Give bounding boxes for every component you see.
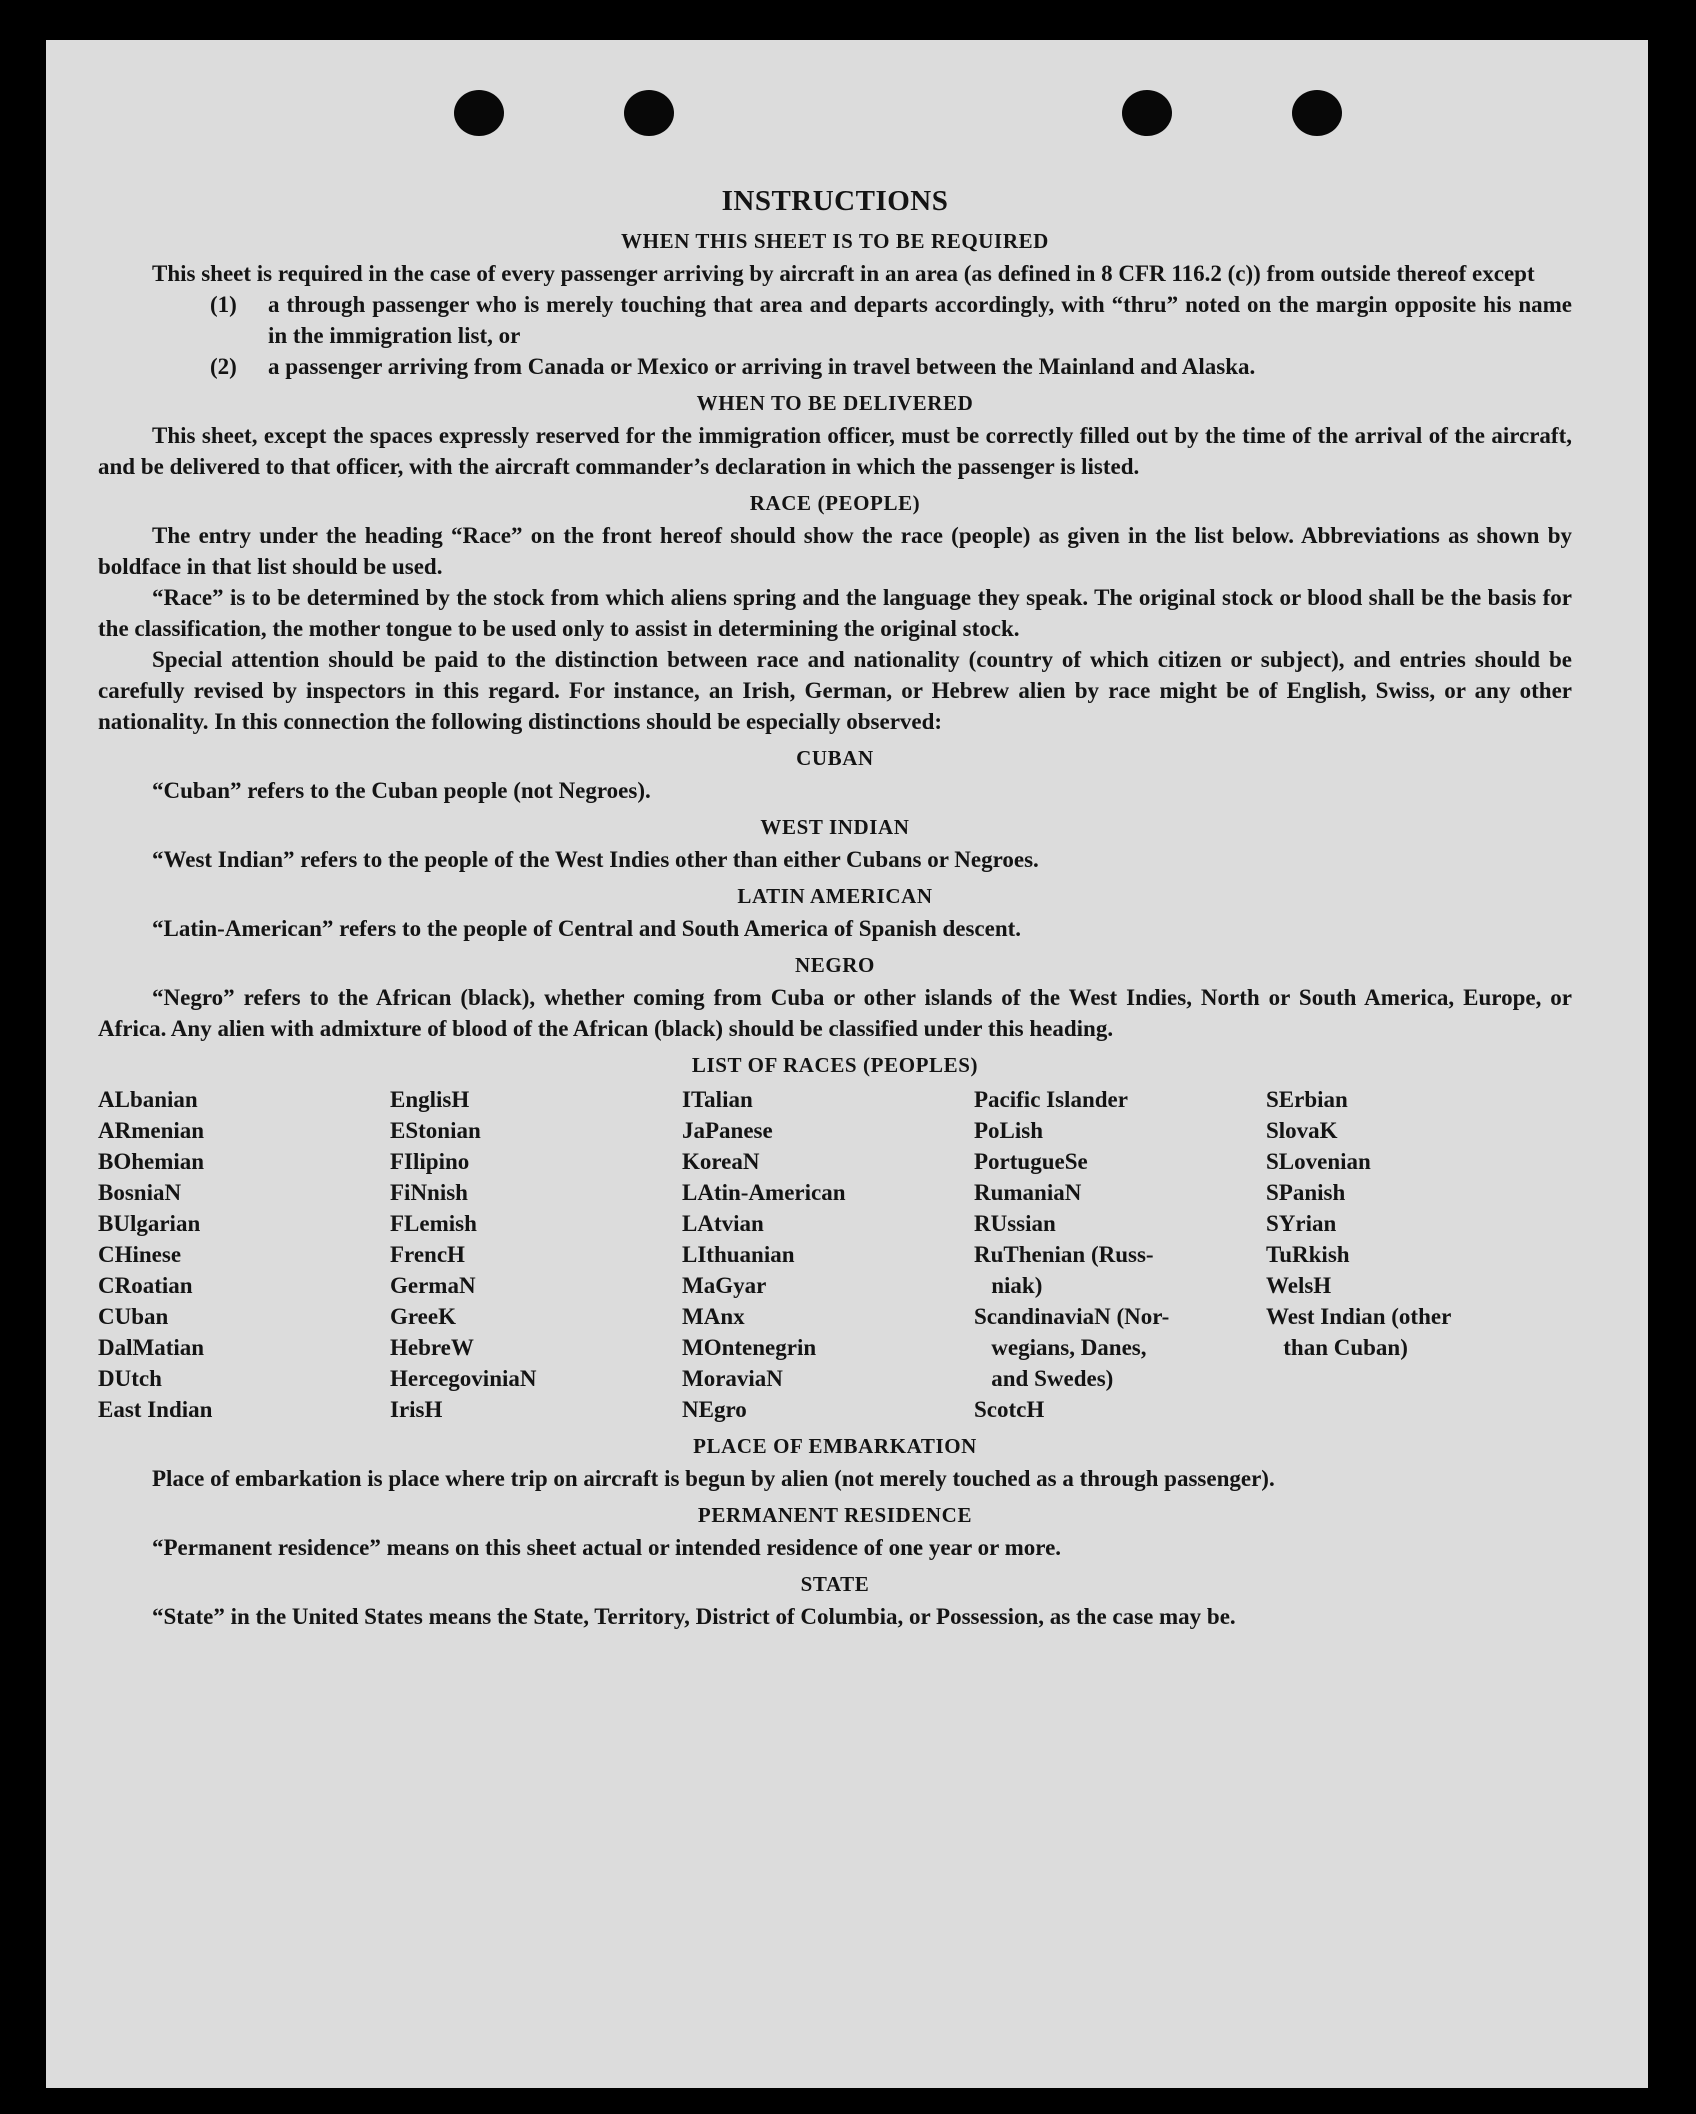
document-page [46,40,1648,2088]
race-entry: SErbian [1266,1087,1348,1112]
race-entry: East Indian [98,1397,213,1422]
section-heading: WHEN THIS SHEET IS TO BE REQUIRED [621,229,1049,253]
section-west-indian [98,812,1572,875]
race-entry: ALbanian [98,1087,198,1112]
race-entry: MoraviaN [682,1366,783,1391]
race-entry: CHinese [98,1242,182,1267]
race-entry: BOhemian [98,1149,205,1174]
races-column [390,1084,682,1425]
race-entry: FLemish [390,1211,477,1236]
race-entry: FrencH [390,1242,465,1267]
section-when-delivered [98,388,1572,482]
section-heading: CUBAN [796,746,874,770]
section-heading: WEST INDIAN [760,815,910,839]
race-entry: EnglisH [390,1087,470,1112]
race-entry: NEgro [682,1397,747,1422]
paragraph: This sheet is required in the case of every passenger arriving by aircraft in an area (as defined in 8 CFR 116.2 (c)) from outside thereof except [152,261,1535,286]
races-column [1266,1084,1556,1425]
race-entry: LAtvian [682,1211,764,1236]
section-heading: RACE (PEOPLE) [749,491,921,515]
punch-hole [1122,90,1172,136]
instructions-content [98,178,1572,1632]
race-entry: HercegoviniaN [390,1366,537,1391]
paragraph: The entry under the heading “Race” on the front hereof should show the race (people) as given in the list below. Abbreviations as shown by boldface in that list should be used. [98,523,1572,579]
paragraph: “Latin-American” refers to the people of Central and South America of Spanish descent. [152,916,1022,941]
races-column [682,1084,974,1425]
race-entry: LAtin-American [682,1180,846,1205]
race-entry: DalMatian [98,1335,205,1360]
race-entry: CUban [98,1304,169,1329]
paragraph: “Race” is to be determined by the stock from which aliens spring and the language they speak. The original stock or blood shall be the basis for the classification, the mother tongue to be used only to assist in determining the original stock. [98,585,1572,641]
race-entry: SLovenian [1266,1149,1371,1174]
race-entry: MaGyar [682,1273,767,1298]
race-entry: DUtch [98,1366,162,1391]
race-entry: PoLish [974,1118,1044,1143]
section-when-required [98,226,1572,382]
section-permanent-residence [98,1500,1572,1563]
paragraph: This sheet, except the spaces expressly reserved for the immigration officer, must be correctly filled out by the time of the arrival of the aircraft, and be delivered to that officer, with the aircraft commander’s declaration in which the passenger is listed. [98,423,1572,479]
race-entry: HebreW [390,1335,474,1360]
race-entry: than Cuban) [1266,1335,1408,1360]
paragraph: Special attention should be paid to the distinction between race and nationality (country of which citizen or subject), and entries should be carefully revised by inspectors in this regard. For instance, an Irish, German, or Hebrew alien by race might be of English, Swiss, or any other nationality. In this connection the following distinctions should be especially observed: [98,647,1572,734]
race-entry: ITalian [682,1087,753,1112]
race-entry: niak) [974,1273,1043,1298]
race-entry: GermaN [390,1273,476,1298]
race-entry: SYrian [1266,1211,1337,1236]
paragraph: “Negro” refers to the African (black), whether coming from Cuba or other islands of the West Indies, North or South America, Europe, or Africa. Any alien with admixture of blood of the African (black) should be classified under this heading. [98,985,1572,1041]
list-item [210,351,1572,382]
page-title: INSTRUCTIONS [721,185,949,217]
race-entry: WelsH [1266,1273,1332,1298]
section-heading: PERMANENT RESIDENCE [697,1503,973,1527]
section-heading: WHEN TO BE DELIVERED [696,391,974,415]
race-entry: SPanish [1266,1180,1346,1205]
race-entry: MOntenegrin [682,1335,817,1360]
race-entry: BUlgarian [98,1211,201,1236]
race-entry: RumaniaN [974,1180,1082,1205]
race-entry: RuThenian (Russ- [974,1242,1154,1267]
section-race [98,488,1572,737]
race-entry: ScandinaviaN (Nor- [974,1304,1170,1329]
list-item-number: (2) [210,354,237,379]
section-heading: PLACE OF EMBARKATION [693,1434,977,1458]
list-item-text: a through passenger who is merely touching that area and departs accordingly, with “thru” noted on the margin opposite his name in the immigration list, or [268,292,1572,348]
punch-hole [624,90,674,136]
section-heading: LIST OF RACES (PEOPLES) [691,1053,979,1077]
punch-hole [454,90,504,136]
race-entry: West Indian (other [1266,1304,1452,1329]
races-column [98,1084,390,1425]
section-place-of-embarkation [98,1431,1572,1494]
section-latin-american [98,881,1572,944]
race-entry: IrisH [390,1397,443,1422]
race-entry: FiNnish [390,1180,468,1205]
paragraph: “State” in the United States means the State, Territory, District of Columbia, or Possession, as the case may be. [152,1604,1236,1629]
race-entry: ARmenian [98,1118,205,1143]
race-entry: KoreaN [682,1149,760,1174]
race-entry: MAnx [682,1304,745,1329]
race-entry: JaPanese [682,1118,773,1143]
list-item-number: (1) [210,292,237,317]
races-table [98,1084,1572,1425]
race-entry: CRoatian [98,1273,193,1298]
section-state [98,1569,1572,1632]
paragraph: “Permanent residence” means on this sheet actual or intended residence of one year or more. [152,1535,1062,1560]
race-entry: BosniaN [98,1180,182,1205]
paragraph: Place of embarkation is place where trip on aircraft is begun by alien (not merely touched as a through passenger). [152,1466,1275,1491]
race-entry: and Swedes) [974,1366,1114,1391]
race-entry: FIlipino [390,1149,470,1174]
race-entry: TuRkish [1266,1242,1350,1267]
race-entry: wegians, Danes, [974,1335,1147,1360]
race-entry: LIthuanian [682,1242,795,1267]
list-item-text: a passenger arriving from Canada or Mexico or arriving in travel between the Mainland and Alaska. [268,354,1256,379]
race-entry: ScotcH [974,1397,1045,1422]
section-heading: LATIN AMERICAN [737,884,933,908]
race-entry: PortugueSe [974,1149,1088,1174]
section-negro [98,950,1572,1044]
section-heading: STATE [800,1572,870,1596]
race-entry: Pacific Islander [974,1087,1128,1112]
races-column [974,1084,1266,1425]
race-entry: EStonian [390,1118,481,1143]
section-cuban [98,743,1572,806]
paragraph: “Cuban” refers to the Cuban people (not Negroes). [152,778,651,803]
paragraph: “West Indian” refers to the people of the West Indies other than either Cubans or Negroes. [152,847,1039,872]
list-item [210,289,1572,351]
race-entry: RUssian [974,1211,1056,1236]
race-entry: GreeK [390,1304,456,1329]
race-entry: SlovaK [1266,1118,1338,1143]
section-heading: NEGRO [794,953,875,977]
punch-hole [1292,90,1342,136]
section-list-of-races [98,1050,1572,1425]
